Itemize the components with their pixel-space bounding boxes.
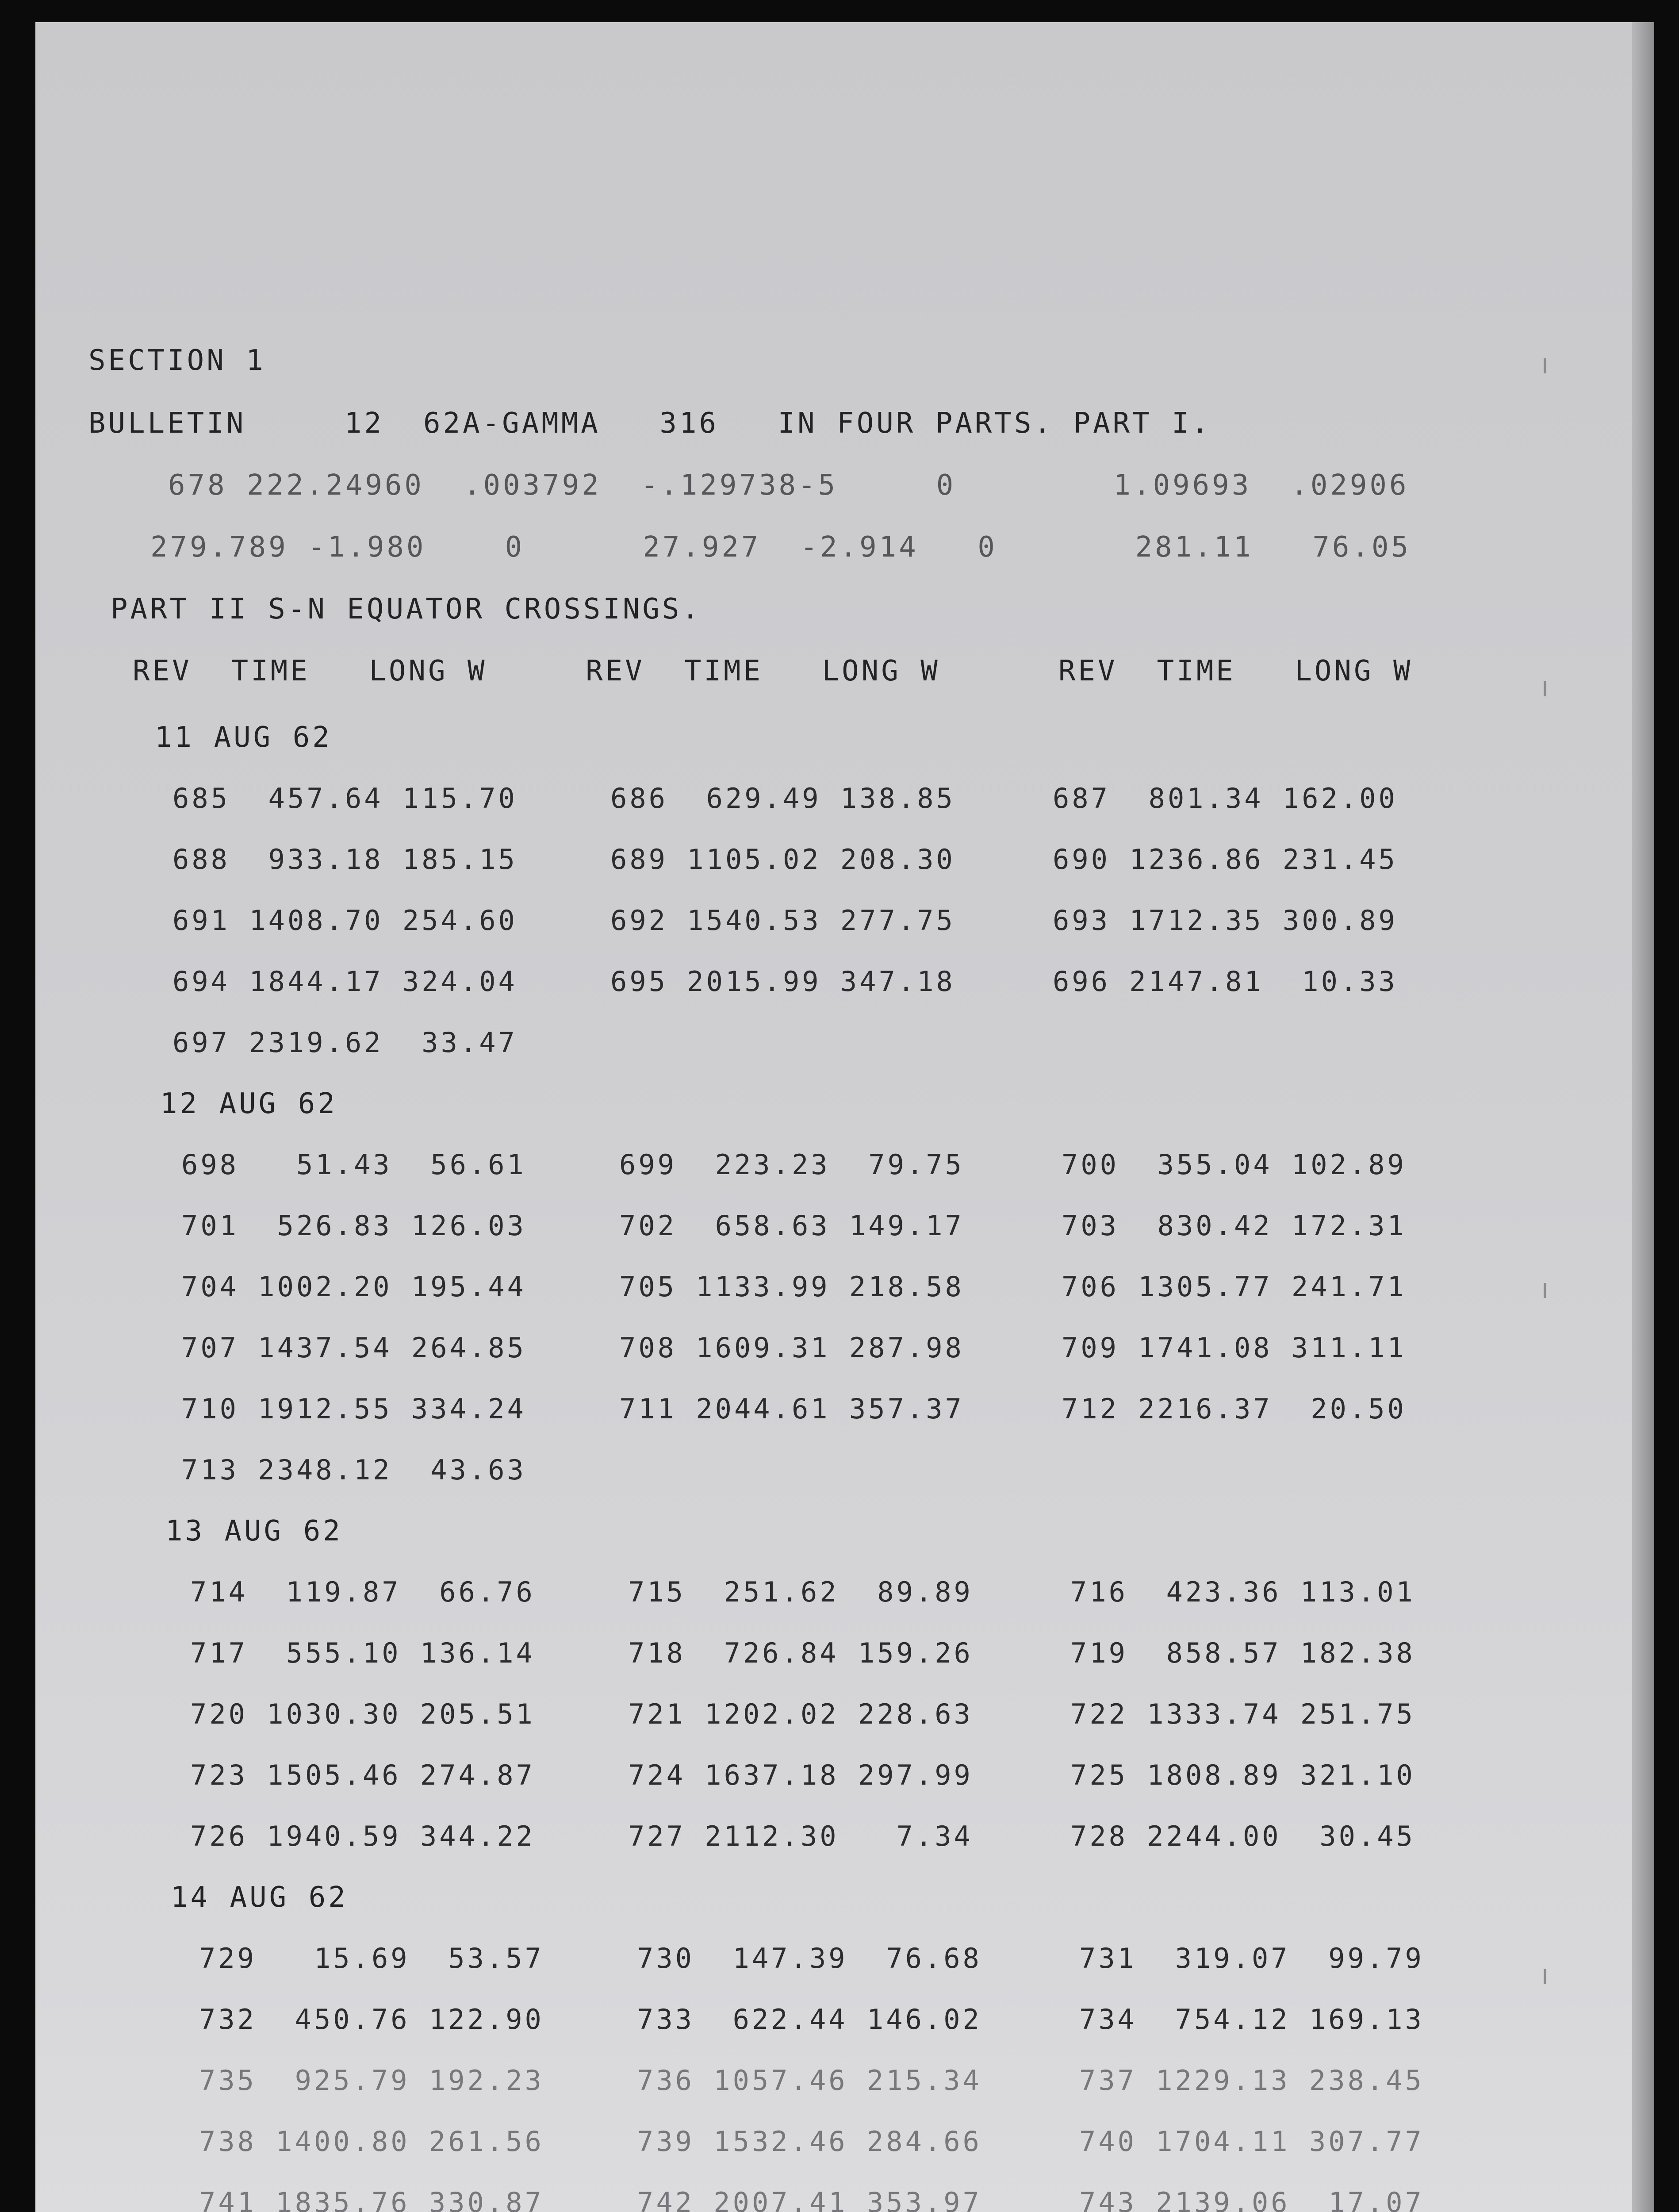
document-page [35,22,1632,2212]
crossing-cell: 731 319.07 99.79 [1079,1942,1424,1974]
crossing-cell: 743 2139.06 17.07 [1079,2186,1424,2212]
crossing-cell: 692 1540.53 277.75 [610,904,955,937]
page-edge [1632,22,1654,2212]
crossing-cell: 707 1437.54 264.85 [181,1332,526,1364]
date-heading: 14 AUG 62 [171,1881,348,1914]
crossing-cell: 705 1133.99 218.58 [619,1271,964,1303]
crossing-cell: 742 2007.41 353.97 [637,2186,982,2212]
crossing-cell: 721 1202.02 228.63 [628,1698,973,1730]
crossing-cell: 694 1844.17 324.04 [172,965,518,998]
crossing-cell: 740 1704.11 307.77 [1079,2125,1424,2158]
crossing-cell: 710 1912.55 334.24 [181,1393,526,1425]
punch-mark [1544,681,1546,696]
crossing-cell: 689 1105.02 208.30 [610,843,955,876]
crossing-cell: 709 1741.08 311.11 [1062,1332,1407,1364]
crossing-cell: 695 2015.99 347.18 [610,965,955,998]
crossing-cell: 736 1057.46 215.34 [637,2064,982,2097]
part2-title: PART II S-N EQUATOR CROSSINGS. [111,593,702,626]
punch-mark [1544,1283,1546,1298]
crossing-cell: 727 2112.30 7.34 [628,1820,973,1852]
crossing-cell: 738 1400.80 261.56 [199,2125,544,2158]
date-heading: 13 AUG 62 [165,1515,343,1548]
crossing-cell: 728 2244.00 30.45 [1070,1820,1415,1852]
crossing-cell: 690 1236.86 231.45 [1053,843,1398,876]
crossing-cell: 691 1408.70 254.60 [172,904,518,937]
crossing-cell: 722 1333.74 251.75 [1070,1698,1415,1730]
crossing-cell: 716 423.36 113.01 [1070,1576,1415,1608]
crossing-cell: 718 726.84 159.26 [628,1637,973,1669]
crossing-cell: 704 1002.20 195.44 [181,1271,526,1303]
crossing-cell: 696 2147.81 10.33 [1053,965,1398,998]
crossing-cell: 724 1637.18 297.99 [628,1759,973,1791]
crossing-cell: 687 801.34 162.00 [1053,782,1398,814]
crossing-cell: 725 1808.89 321.10 [1070,1759,1415,1791]
crossing-cell: 708 1609.31 287.98 [619,1332,964,1364]
crossing-cell: 697 2319.62 33.47 [172,1026,518,1059]
crossing-cell: 700 355.04 102.89 [1062,1148,1407,1181]
crossing-cell: 733 622.44 146.02 [637,2003,982,2035]
part1-elements-line-1: 678 222.24960 .003792 -.129738-5 0 1.09693 .02906 [168,469,1409,502]
crossing-cell: 686 629.49 138.85 [610,782,955,814]
date-heading: 12 AUG 62 [160,1087,337,1120]
date-heading: 11 AUG 62 [155,721,332,754]
crossing-cell: 693 1712.35 300.89 [1053,904,1398,937]
crossing-cell: 734 754.12 169.13 [1079,2003,1424,2035]
crossing-cell: 715 251.62 89.89 [628,1576,973,1608]
crossing-cell: 714 119.87 66.76 [190,1576,535,1608]
crossing-cell: 726 1940.59 344.22 [190,1820,535,1852]
part1-elements-line-2: 279.789 -1.980 0 27.927 -2.914 0 281.11 76.05 [150,531,1411,564]
crossing-cell: 737 1229.13 238.45 [1079,2064,1424,2097]
punch-mark [1544,1969,1546,1984]
crossing-cell: 717 555.10 136.14 [190,1637,535,1669]
crossing-cell: 732 450.76 122.90 [199,2003,544,2035]
column-headers: REV TIME LONG W REV TIME LONG W REV TIME LONG W [133,655,1413,687]
crossing-cell: 719 858.57 182.38 [1070,1637,1415,1669]
crossing-cell: 713 2348.12 43.63 [181,1454,526,1486]
crossing-cell: 703 830.42 172.31 [1062,1210,1407,1242]
crossing-cell: 688 933.18 185.15 [172,843,518,876]
bulletin-line: BULLETIN 12 62A-GAMMA 316 IN FOUR PARTS. PART I. [88,407,1211,440]
crossing-cell: 723 1505.46 274.87 [190,1759,535,1791]
crossing-cell: 730 147.39 76.68 [637,1942,982,1974]
crossing-cell: 711 2044.61 357.37 [619,1393,964,1425]
crossing-cell: 735 925.79 192.23 [199,2064,544,2097]
section-heading: SECTION 1 [88,344,266,377]
crossing-cell: 706 1305.77 241.71 [1062,1271,1407,1303]
crossing-cell: 701 526.83 126.03 [181,1210,526,1242]
crossing-cell: 685 457.64 115.70 [172,782,518,814]
crossing-cell: 720 1030.30 205.51 [190,1698,535,1730]
crossing-cell: 712 2216.37 20.50 [1062,1393,1407,1425]
crossing-cell: 729 15.69 53.57 [199,1942,544,1974]
crossing-cell: 698 51.43 56.61 [181,1148,526,1181]
crossing-cell: 702 658.63 149.17 [619,1210,964,1242]
crossing-cell: 739 1532.46 284.66 [637,2125,982,2158]
crossing-cell: 741 1835.76 330.87 [199,2186,544,2212]
crossing-cell: 699 223.23 79.75 [619,1148,964,1181]
punch-mark [1544,358,1546,373]
